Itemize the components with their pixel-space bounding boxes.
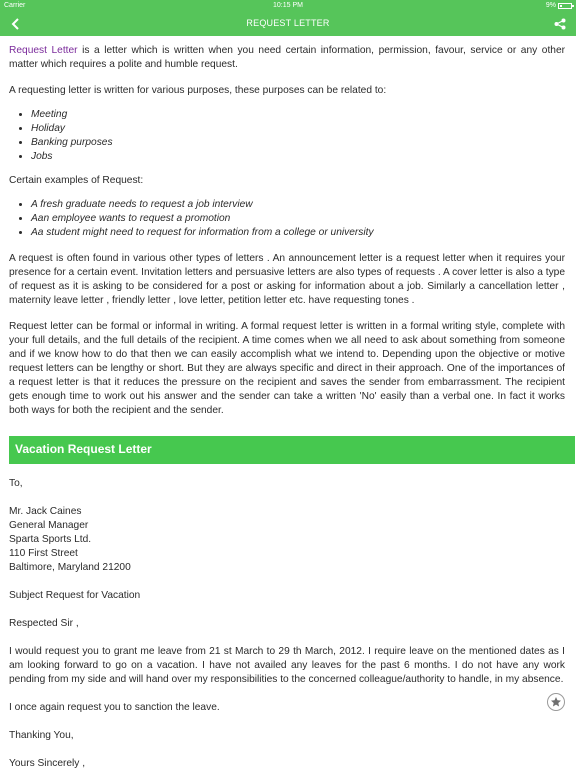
list-item: • Holiday: [31, 122, 565, 136]
list-item: • Meeting: [31, 108, 565, 122]
favorite-button[interactable]: [547, 693, 565, 711]
list-item: • A fresh graduate needs to request a job interview: [31, 198, 565, 212]
carrier-label: Carrier: [4, 2, 26, 9]
letter-closing-request: I once again request you to sanction the leave.: [9, 702, 220, 713]
letter-to: To,: [9, 478, 23, 489]
list-item: • Jobs: [31, 150, 565, 164]
intro-paragraph: [9, 44, 565, 72]
intro-text: is a letter which is written when you need certain information, permission, favour, service or any other matter which requires a polite and humble request.: [9, 45, 565, 70]
list-item: • Aa student might need to request for information from a college or university: [31, 226, 565, 240]
battery-indicator: [546, 2, 572, 9]
status-bar: [0, 0, 576, 12]
address-line: Mr. Jack Caines: [9, 506, 82, 517]
status-time: 10:15 PM: [273, 2, 303, 9]
letter-body: [9, 477, 565, 771]
request-letter-link[interactable]: Request Letter: [9, 45, 78, 56]
formal-paragraph: Request letter can be formal or informal in writing. A formal request letter is written in a formal writing style, complete with your full details, and the full details of the recipient. A time comes when we all need to ask about something from someone and if we know how to do that then we can easily accomplish what we intend to. Depending upon the objective or motive request letters can be lengthy or short. But they are always specific and direct in their approach. One of the importances of a request letter is that it reduces the pressure on the recipient and saves the sender from embarrassment. The recipient gets enough time to work out his answer and the sender can take a written 'No' easily than a verbal one. In fact it works both ways for both the recipient and the sender.: [9, 321, 565, 416]
purposes-heading: A requesting letter is written for various purposes, these purposes can be related to:: [9, 85, 387, 96]
address-line: Sparta Sports Ltd.: [9, 534, 92, 545]
types-paragraph: A request is often found in various other types of letters . An announcement letter is a request letter when it requires your presence for a certain event. Invitation letters and persuasive letters are also types of requests . A cover letter is also a type of request as it is asking to be considered for a post or asking for information about a job. Similarly a cancellation letter , maternity leave letter , friendly letter , love letter, petition letter etc. have requesting tones .: [9, 253, 565, 306]
article-content: [9, 44, 565, 418]
letter-salutation: Respected Sir ,: [9, 618, 79, 629]
purposes-list: [9, 108, 565, 164]
battery-percent: 9%: [545, 2, 556, 9]
navigation-bar: [0, 12, 576, 36]
section-header: [9, 436, 575, 464]
share-icon[interactable]: [552, 16, 568, 32]
letter-body-text: I would request you to grant me leave from 21 st March to 29 th March, 2012. I require leave on the mentioned dates as I am looking forward to go on a vacation. I have not availed any leaves for the past 6 months. I do not have any work pending from my side and will hand over my responsibilities to the concerned colleague/authority to handle, in my absence.: [9, 646, 565, 685]
letter-thanks: Thanking You,: [9, 730, 74, 741]
page-title: REQUEST LETTER: [246, 18, 330, 28]
list-item: • Aan employee wants to request a promotion: [31, 212, 565, 226]
address-line: General Manager: [9, 520, 89, 531]
section-title: Vacation Request Letter: [15, 442, 152, 456]
address-line: Baltimore, Maryland 21200: [9, 562, 131, 573]
battery-icon: [558, 3, 572, 9]
letter-sign-off: Yours Sincerely ,: [9, 758, 86, 769]
examples-list: [9, 198, 565, 240]
letter-subject: Subject Request for Vacation: [9, 590, 141, 601]
examples-heading: Certain examples of Request:: [9, 175, 144, 186]
list-item: • Banking purposes: [31, 136, 565, 150]
address-line: 110 First Street: [9, 548, 78, 559]
star-icon: [550, 696, 562, 708]
